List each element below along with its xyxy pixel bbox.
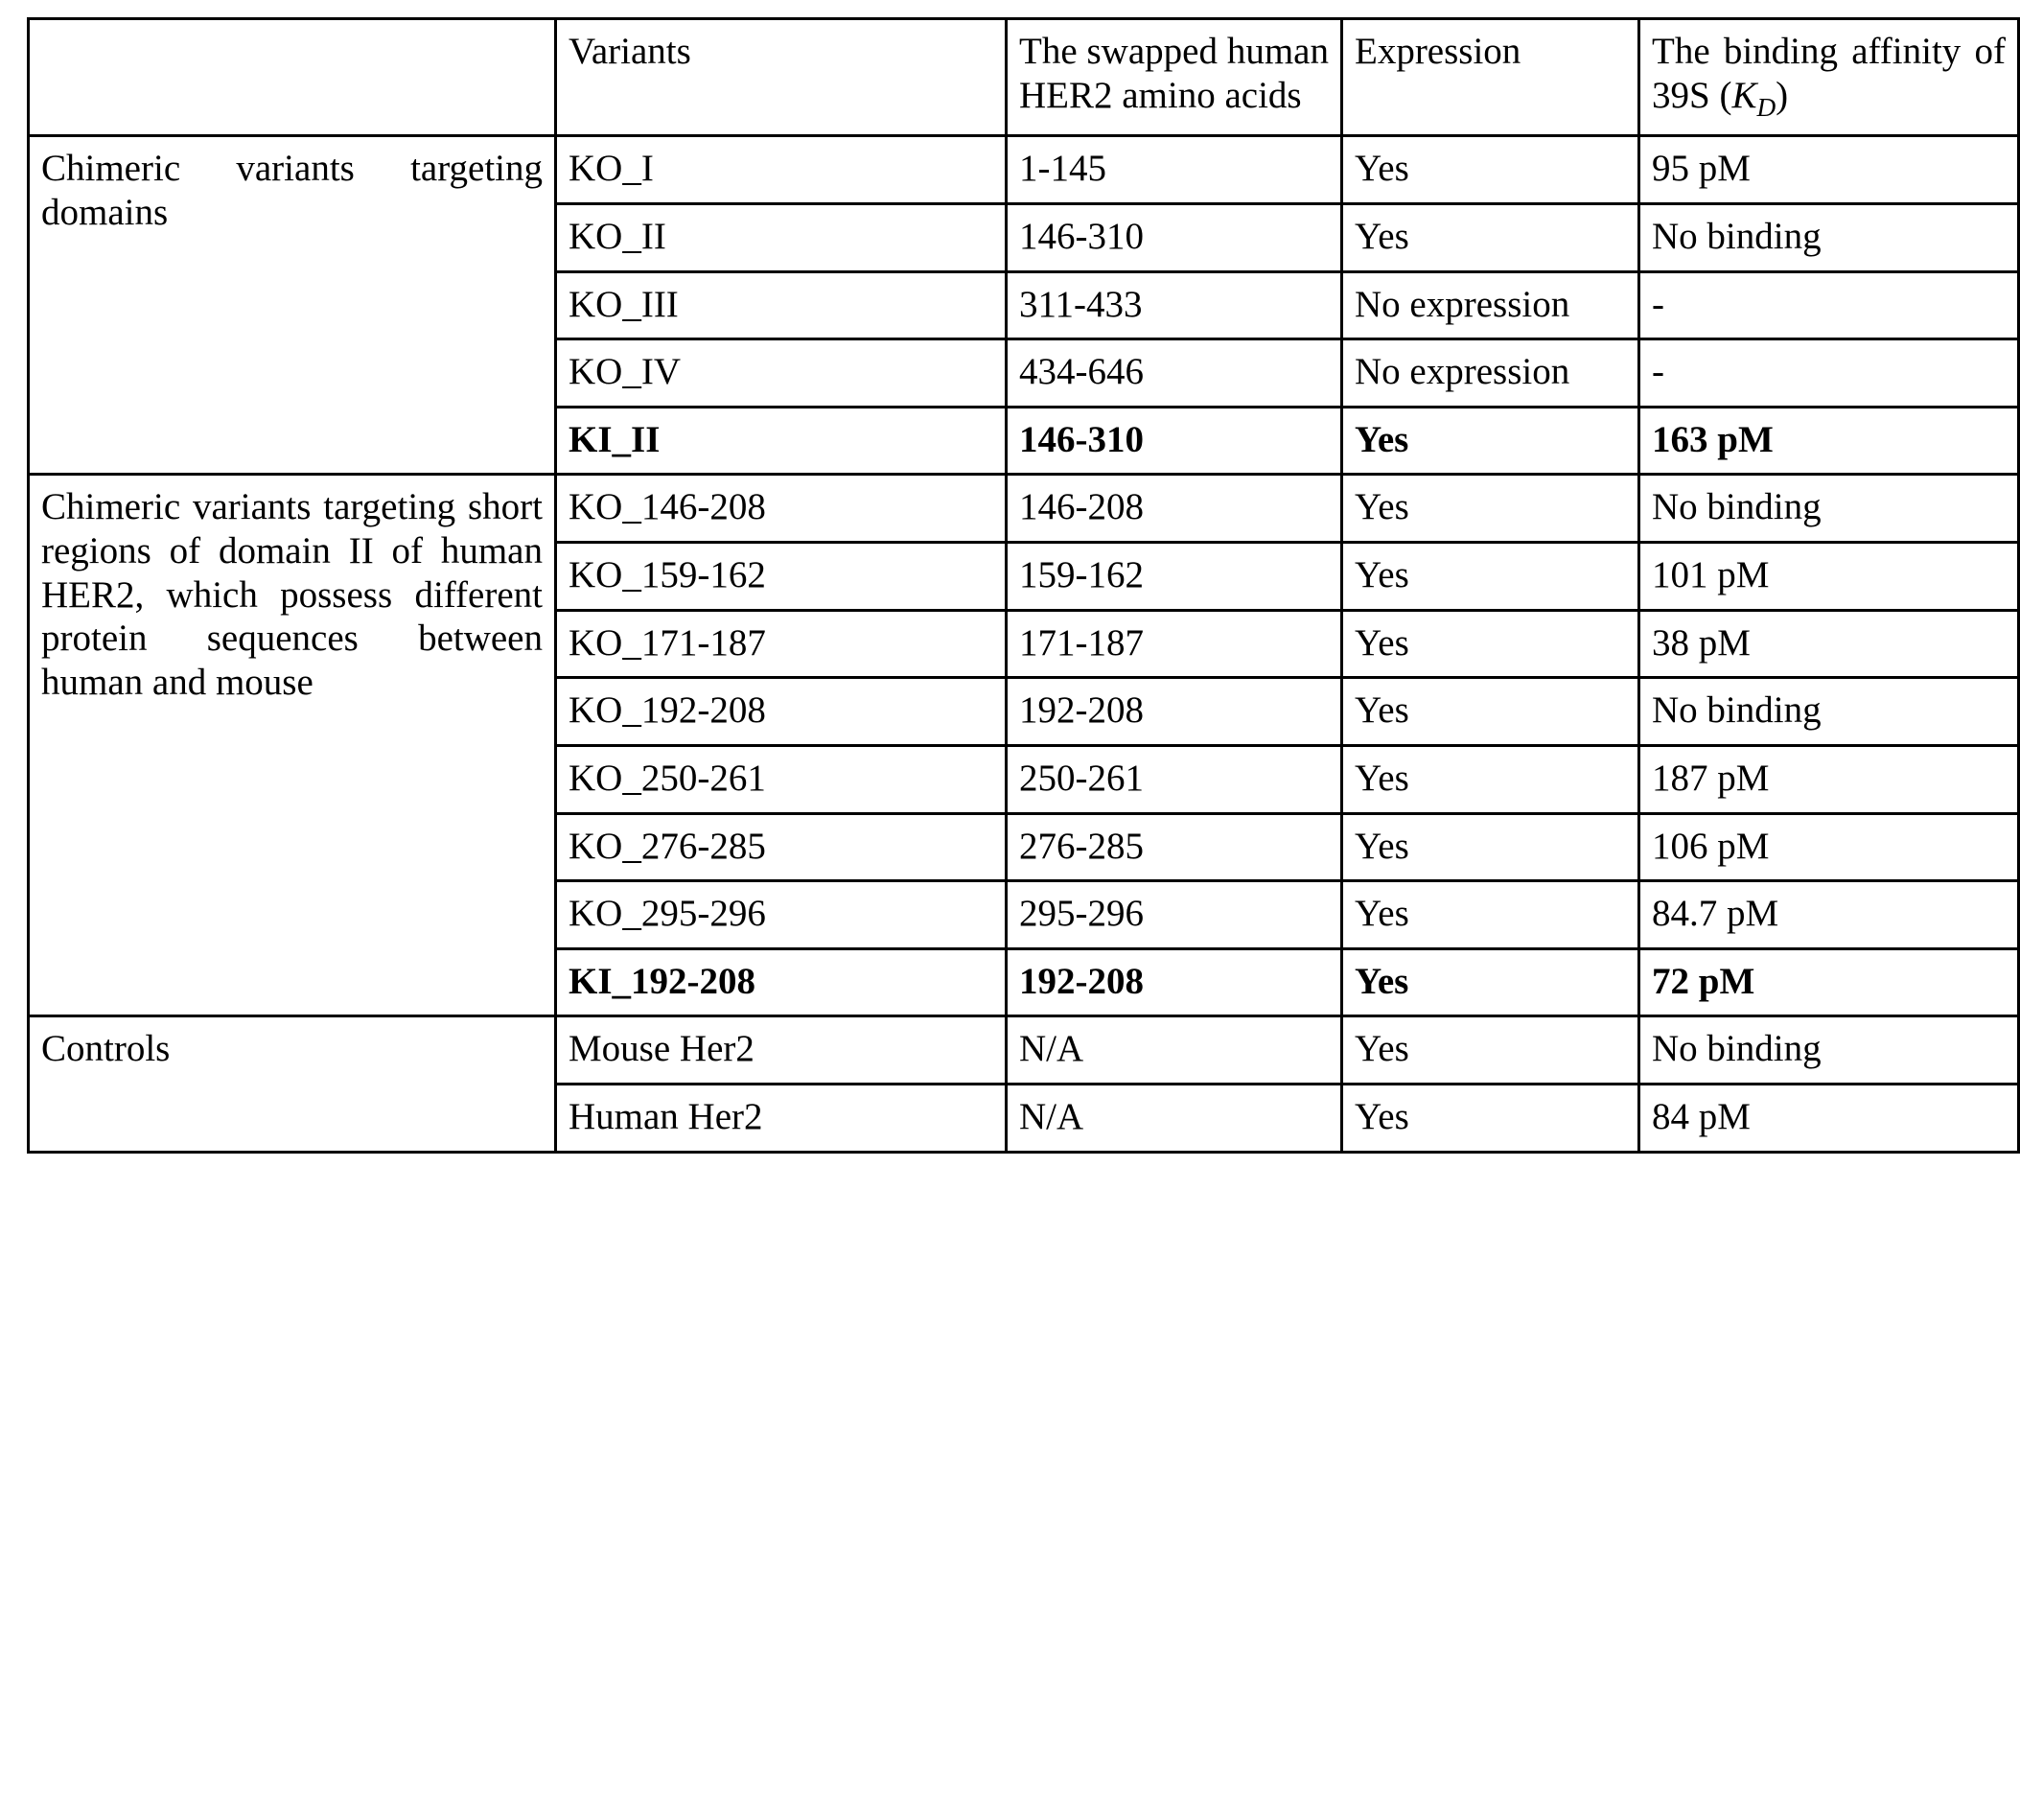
swapped-aa: 171-187: [1007, 610, 1342, 678]
expression-value: Yes: [1342, 475, 1639, 543]
affinity-value: 187 pM: [1639, 745, 2019, 813]
expression-value: Yes: [1342, 1016, 1639, 1085]
affinity-value: 163 pM: [1639, 407, 2019, 475]
swapped-aa: 295-296: [1007, 881, 1342, 949]
affinity-value: No binding: [1639, 678, 2019, 746]
table-header-row: [29, 19, 2019, 136]
swapped-aa: 250-261: [1007, 745, 1342, 813]
affinity-value: 38 pM: [1639, 610, 2019, 678]
variant-name: KI_II: [556, 407, 1007, 475]
variant-name: KO_276-285: [556, 813, 1007, 881]
header-cell-binding-affinity: [1639, 19, 2019, 136]
affinity-value: -: [1639, 271, 2019, 339]
affinity-value: 95 pM: [1639, 136, 2019, 204]
swapped-aa: 311-433: [1007, 271, 1342, 339]
swapped-aa: 434-646: [1007, 339, 1342, 408]
header-cell-swapped-aa: The swapped human HER2 amino acids: [1007, 19, 1342, 136]
affinity-value: No binding: [1639, 1016, 2019, 1085]
expression-value: No expression: [1342, 339, 1639, 408]
affinity-value: 84.7 pM: [1639, 881, 2019, 949]
affinity-text-prefix: The binding affinity of 39S (: [1652, 31, 2006, 116]
expression-value: Yes: [1342, 678, 1639, 746]
affinity-text-suffix: ): [1776, 74, 1789, 116]
expression-value: No expression: [1342, 271, 1639, 339]
affinity-value: 72 pM: [1639, 948, 2019, 1016]
swapped-aa: 146-310: [1007, 407, 1342, 475]
swapped-aa: 192-208: [1007, 678, 1342, 746]
group-label-controls: Controls: [29, 1016, 556, 1152]
expression-value: Yes: [1342, 1085, 1639, 1153]
expression-value: Yes: [1342, 407, 1639, 475]
variant-name: KO_192-208: [556, 678, 1007, 746]
swapped-aa: 146-208: [1007, 475, 1342, 543]
affinity-value: 84 pM: [1639, 1085, 2019, 1153]
swapped-aa: N/A: [1007, 1085, 1342, 1153]
expression-value: Yes: [1342, 745, 1639, 813]
swapped-aa: 192-208: [1007, 948, 1342, 1016]
variant-name: KO_II: [556, 203, 1007, 271]
variant-name: KI_192-208: [556, 948, 1007, 1016]
swapped-aa: 146-310: [1007, 203, 1342, 271]
affinity-value: 106 pM: [1639, 813, 2019, 881]
expression-value: Yes: [1342, 881, 1639, 949]
expression-value: Yes: [1342, 136, 1639, 204]
table-row: [29, 475, 2019, 543]
swapped-aa: 276-285: [1007, 813, 1342, 881]
swapped-aa: 159-162: [1007, 543, 1342, 611]
variant-name: KO_IV: [556, 339, 1007, 408]
expression-value: Yes: [1342, 610, 1639, 678]
header-cell-blank: [29, 19, 556, 136]
table-row: [29, 136, 2019, 204]
group-label-short-regions: Chimeric variants targeting short regions of domain II of human HER2, which possess different protein sequences between human and mouse: [29, 475, 556, 1016]
affinity-value: No binding: [1639, 475, 2019, 543]
expression-value: Yes: [1342, 813, 1639, 881]
variant-name: KO_I: [556, 136, 1007, 204]
group-label-domains: Chimeric variants targeting domains: [29, 136, 556, 475]
variant-name: KO_295-296: [556, 881, 1007, 949]
expression-value: Yes: [1342, 203, 1639, 271]
swapped-aa: 1-145: [1007, 136, 1342, 204]
affinity-value: No binding: [1639, 203, 2019, 271]
table-row: [29, 1016, 2019, 1085]
expression-value: Yes: [1342, 948, 1639, 1016]
kd-symbol: $K_D$: [1731, 74, 1776, 122]
variant-name: KO_250-261: [556, 745, 1007, 813]
variant-name: Mouse Her2: [556, 1016, 1007, 1085]
variant-name: KO_159-162: [556, 543, 1007, 611]
header-cell-expression: Expression: [1342, 19, 1639, 136]
affinity-value: -: [1639, 339, 2019, 408]
variant-name: KO_146-208: [556, 475, 1007, 543]
variant-name: Human Her2: [556, 1085, 1007, 1153]
affinity-value: 101 pM: [1639, 543, 2019, 611]
variants-table: [27, 17, 2020, 1154]
expression-value: Yes: [1342, 543, 1639, 611]
swapped-aa: N/A: [1007, 1016, 1342, 1085]
variant-name: KO_171-187: [556, 610, 1007, 678]
header-cell-variants: Variants: [556, 19, 1007, 136]
variant-name: KO_III: [556, 271, 1007, 339]
